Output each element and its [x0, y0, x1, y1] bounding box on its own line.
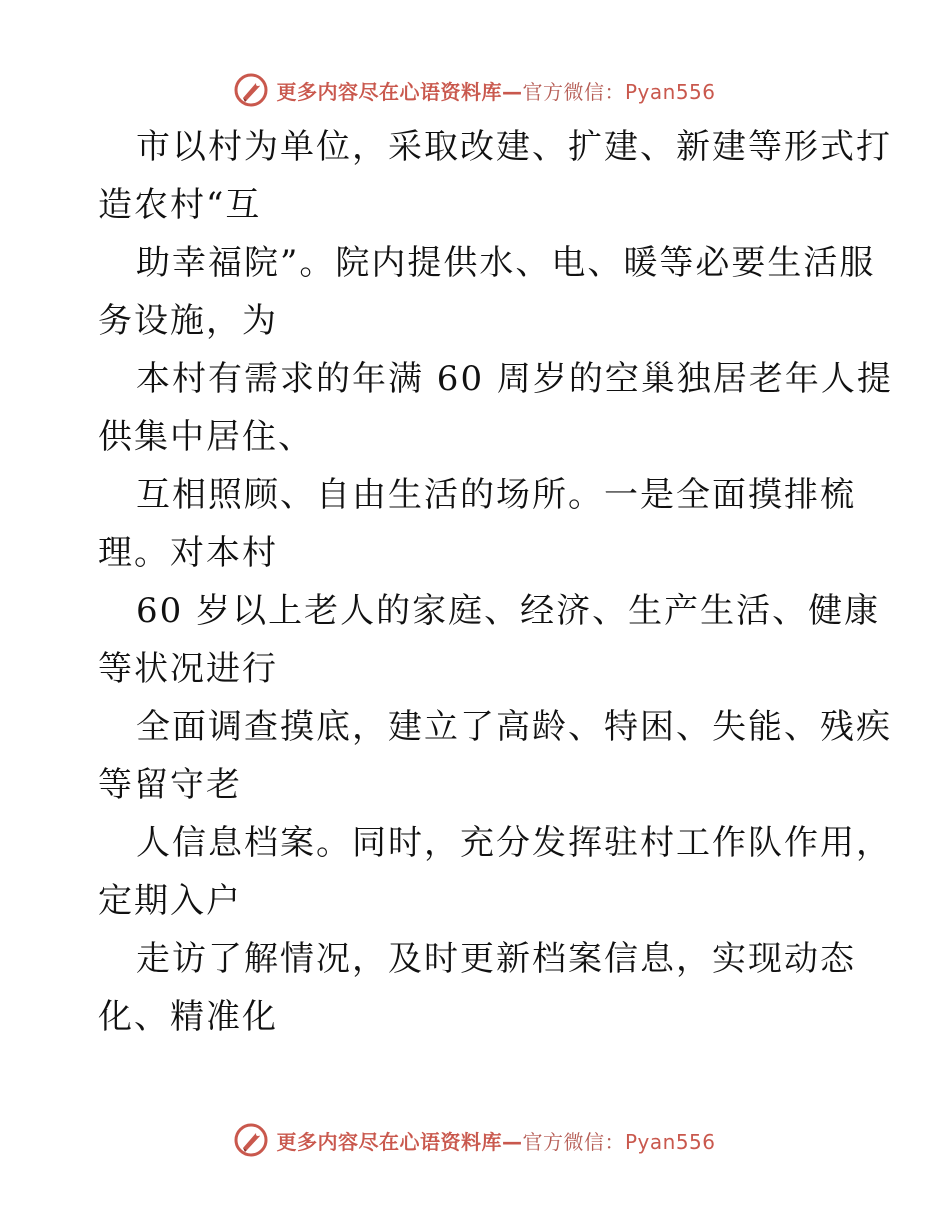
watermark-text [276, 76, 715, 105]
body-line: 人信息档案。同时，充分发挥驻村工作队作用， [136, 823, 892, 863]
body-line: 走访了解情况，及时更新档案信息，实现动态 [136, 939, 856, 979]
body-line: 全面调查摸底，建立了高龄、特困、失能、残疾 [136, 707, 892, 747]
watermark-brand: 更多内容尽在心语资料库 [276, 1129, 502, 1154]
pen-logo-icon [234, 1123, 268, 1157]
body-line: 造农村“互 [98, 185, 262, 225]
body-line: 60 岁以上老人的家庭、经济、生产生活、健康 [136, 591, 881, 631]
watermark-brand: 更多内容尽在心语资料库 [276, 79, 502, 104]
watermark-wechat-id: Pyan556 [624, 1129, 716, 1154]
watermark-official-label: 官方微信： [522, 79, 625, 104]
watermark-text [276, 1126, 715, 1155]
watermark-dash: — [501, 79, 523, 104]
body-line: 供集中居住、 [98, 417, 314, 457]
footer-watermark [0, 1120, 950, 1160]
header-watermark [0, 70, 950, 110]
body-line: 定期入户 [98, 881, 242, 921]
body-line: 互相照顾、自由生活的场所。一是全面摸排梳 [136, 475, 856, 515]
body-line: 化、精准化 [98, 997, 278, 1037]
watermark-wechat-id: Pyan556 [624, 79, 716, 104]
body-line: 理。对本村 [98, 533, 278, 573]
pen-logo-icon [234, 73, 268, 107]
watermark-dash: — [501, 1129, 523, 1154]
body-line: 助幸福院”。院内提供水、电、暖等必要生活服 [136, 243, 876, 283]
document-body [98, 118, 893, 1046]
body-line: 等状况进行 [98, 649, 278, 689]
body-line: 本村有需求的年满 60 周岁的空巢独居老年人提 [136, 359, 893, 399]
watermark-official-label: 官方微信： [522, 1129, 625, 1154]
body-line: 等留守老 [98, 765, 242, 805]
body-line: 务设施，为 [98, 301, 278, 341]
body-line: 市以村为单位，采取改建、扩建、新建等形式打 [136, 127, 892, 167]
